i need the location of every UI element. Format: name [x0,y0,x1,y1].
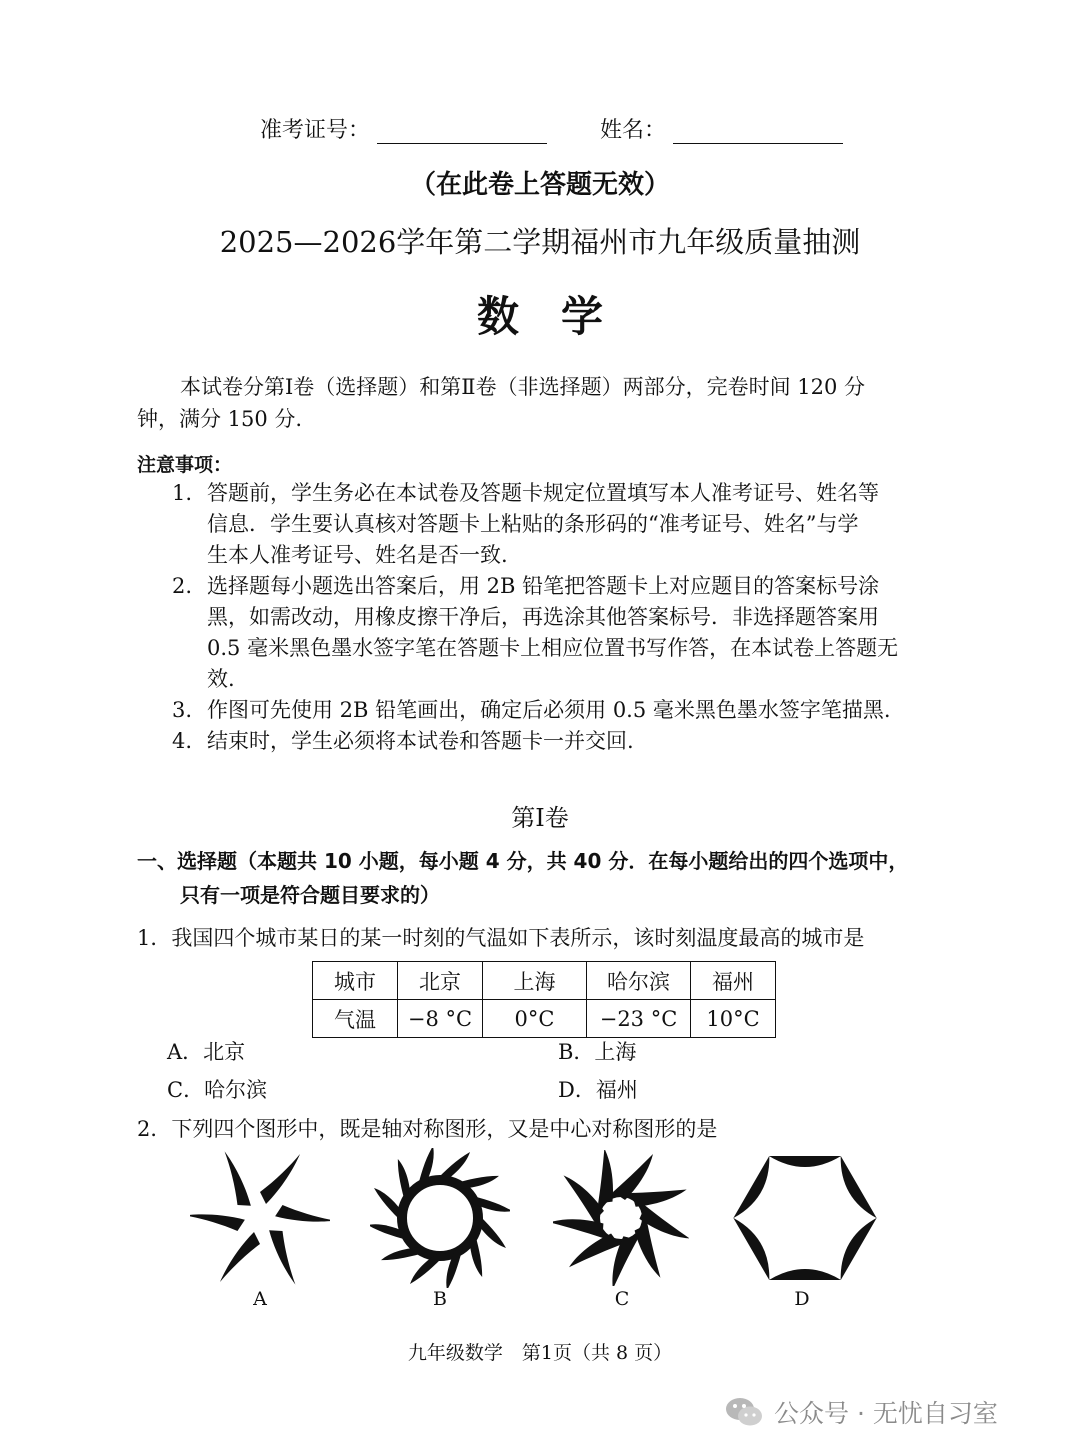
figure-b-ring [370,1148,510,1288]
table-row [313,1000,776,1038]
note-1-line-3: 生本人准考证号、姓名是否一致. [207,543,508,567]
note-4-num: 4. [172,729,193,753]
invalid-notice: （在此卷上答题无效） [409,170,670,200]
q1-option-b: B．上海 [558,1040,637,1064]
table-cell: −23 °C [587,1000,691,1038]
intro-line-1: 本试卷分第Ⅰ卷（选择题）和第Ⅱ卷（非选择题）两部分，完卷时间 120 分 [180,375,865,399]
section-1-line-2: 只有一项是符合题目要求的） [180,883,440,907]
page-footer: 九年级数学 第1页（共 8 页） [407,1342,673,1364]
table-cell: 10°C [691,1000,776,1038]
temperature-table [312,961,776,1038]
note-1-line-2: 信息．学生要认真核对答题卡上粘贴的条形码的“准考证号、姓名”与学 [207,512,859,536]
figure-a-caption: A [253,1288,267,1310]
table-cell: 北京 [398,962,483,1000]
table-cell: 0°C [483,1000,587,1038]
exam-id-row [260,113,547,144]
name-row [600,113,843,144]
notes-heading: 注意事项： [137,454,233,476]
table-cell: 哈尔滨 [587,962,691,1000]
figure-b-caption: B [433,1288,447,1310]
exam-id-label: 准考证号： [260,118,371,143]
note-1-line-1: 答题前，学生务必在本试卷及答题卡规定位置填写本人准考证号、姓名等 [207,481,879,505]
table-cell: 福州 [691,962,776,1000]
q1-option-d: D．福州 [558,1078,638,1102]
note-2-line-1: 选择题每小题选出答案后，用 2B 铅笔把答题卡上对应题目的答案标号涂 [207,574,880,598]
watermark [724,1392,998,1432]
figure-d-caption: D [794,1288,810,1310]
figure-c-caption: C [614,1288,630,1310]
figure-d-hexagon [730,1150,880,1286]
subject-title: 数 学 [476,292,603,341]
table-cell: 气温 [313,1000,398,1038]
note-2-line-3: 0.5 毫米黑色墨水签字笔在答题卡上相应位置书写作答，在本试卷上答题无 [207,636,899,660]
table-cell: 城市 [313,962,398,1000]
q2-stem: 2．下列四个图形中，既是轴对称图形，又是中心对称图形的是 [137,1117,718,1141]
exam-id-field[interactable] [377,121,547,144]
note-2-line-4: 效. [207,667,235,691]
note-1-num: 1. [172,481,193,505]
name-label: 姓名： [600,118,667,143]
q1-option-a: A．北京 [167,1040,246,1064]
note-4-line-1: 结束时，学生必须将本试卷和答题卡一并交回. [207,729,634,753]
table-row [313,962,776,1000]
wechat-icon [724,1395,764,1429]
table-cell: −8 °C [398,1000,483,1038]
section-1-line-1: 一、选择题（本题共 10 小题，每小题 4 分，共 40 分．在每小题给出的四个选项中， [137,849,909,873]
name-field[interactable] [673,121,843,144]
q1-stem: 1．我国四个城市某日的某一时刻的气温如下表所示，该时刻温度最高的城市是 [137,926,865,950]
intro-line-2: 钟，满分 150 分. [137,407,303,431]
table-cell: 上海 [483,962,587,1000]
note-3-num: 3. [172,698,193,722]
part-1-title: 第Ⅰ卷 [511,804,569,832]
note-3-line-1: 作图可先使用 2B 铅笔画出，确定后必须用 0.5 毫米黑色墨水签字笔描黑. [207,698,891,722]
q1-option-c: C．哈尔滨 [167,1078,268,1102]
note-2-line-2: 黑，如需改动，用橡皮擦干净后，再选涂其他答案标号．非选择题答案用 [207,605,879,629]
note-2-num: 2. [172,574,193,598]
exam-title: 2025—2026学年第二学期福州市九年级质量抽测 [219,225,861,259]
figure-a-pinwheel [190,1148,330,1288]
watermark-text: 公众号 · 无忧自习室 [774,1399,998,1428]
figure-c-pinwheel [553,1150,689,1286]
